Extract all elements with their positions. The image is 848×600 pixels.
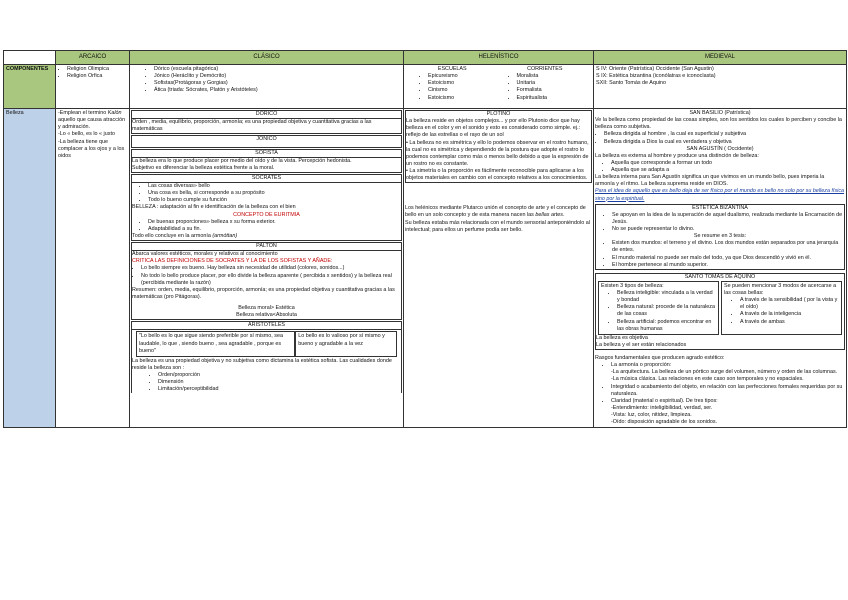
dorico-text: Orden , media, equilibrio, proporción, armonía; es una propiedad objetiva y cuantitativa gracias a las matemáticas [132,119,372,133]
rasgos-title: Rasgos fundamentales que producen agrado estético: [595,355,725,361]
plutarco-part: . [562,212,565,219]
socrates-section [131,174,402,241]
arcaico-text: -Emplean el termino [58,110,107,116]
aristoteles-title: ARISTOTELES [132,322,401,330]
list-item: • Existen dos mundos: el terreno y el divino. Los dos mundos están separados por una jerarquía de entes. [612,240,844,254]
list-item: • Belleza dirigida al hombre , la cual es superficial y subjetiva [604,131,845,138]
socrates-note: BELLEZA : adaptación al fin e identificación de la belleza con el bien [132,204,296,211]
list-item: • Estoicismo [428,80,499,87]
summary-table [3,50,847,428]
list-item: • Belleza artificial: podemos encontrar en las obras humanas [617,319,716,333]
list-item: • Lo bello siempre es bueno. Hay belleza sin necesidad de utilidad (colores, sonidos...) [141,265,401,272]
platon-list [132,265,401,286]
belleza-clasico [130,109,404,428]
componentes-label: COMPONENTES [4,65,56,109]
medieval-line: S IX: Estética bizantina (iconólatras e iconoclasta) [596,73,716,80]
dorico-title: DORICO [132,111,401,119]
belleza-label: Belleza [4,109,56,428]
medieval-line: S IV: Oriente (Patrística) Occidente (San Agustin) [596,66,714,72]
plutarco-text: Su belleza estaba más relacionada con el mundo sensorial anteponiéndolo al intelectual; para ellos un perfume podía ser bello. [405,219,590,233]
socrates-title: SOCRATES [132,175,401,183]
list-item: • Estoicismo [428,95,499,102]
list-item: • Belleza dirigida a Dios la cual es verdadera y objetiva [604,139,845,146]
arcaico-list [58,66,127,80]
aristoteles-list [132,372,401,393]
list-item: • Belleza natural: procede de la naturaleza de las cosas [617,304,716,318]
componentes-row [4,65,847,109]
bizantina-list [596,212,844,233]
list-item: • Jónico (Heráclito y Demócrito) [154,73,401,80]
corrientes-block [499,66,592,102]
basilio-text: Ve la belleza como propiedad de las cosas simples, son los sentidos los cuales lo perciben y concibe la belleza como subjetiva. [595,117,842,131]
tomas-right [721,281,842,335]
list-item: • Religion Olimpica [67,66,127,73]
list-item: • No todo lo bello produce placer, por ello divide la belleza aparente ( percibida x sentidos) y la belleza real (percibida mediante la razón) [141,273,401,287]
plutarco-block [405,205,592,234]
basilio-title: SAN BASILIO (Patrística) [689,110,751,116]
list-item: • Se apoyan en la idea de la superación de aquel dualismo, realizada mediante la Encarnación de Jesús. [612,212,844,226]
plotino-title: PLOTINO [486,111,511,117]
list-item: • El hombre pertenece al mundo superior. [612,262,844,269]
helenistico-columns [406,66,591,102]
list-item: • Orden/proporción [158,372,401,379]
plotino-section [405,110,592,183]
list-item: • De buenas proporciones» belleza x su forma exterior. [148,219,401,226]
rasgos-text: Claridad (material o espiritual). De tres tipos: [611,397,718,404]
aristoteles-quotes [132,330,401,357]
agustin-paragraph: La belleza interna para San Agustín significa un que vivimos en un mundo bello, pues imperia la armonía y el ritmo. La belleza suprema reside en DIOS. [595,174,825,188]
plutarco-part: Los helénicos mediante Plutarco unión el concepto de arte y el concepto de bello en un solo concepto y de esta manera nacen las [405,205,586,219]
tomas-relacion: La belleza y el ser están relacionados [596,341,687,348]
list-item: • A través de ambas [740,319,839,326]
tomas-left [598,281,719,335]
list-item: • Limitación/perceptibilidad [158,386,401,393]
aristoteles-text: La belleza es una propiedad objetiva y no subjetiva como dictamina la estética sofista. Las cualidades donde reside la belleza son : [132,357,392,371]
escuelas-list [406,73,499,102]
list-item: • Aquella que corresponde a formar un todo [611,160,845,167]
plotino-bullet: • La belleza no es simétrica y ello lo podemos observar en el rostro humano, la cual no es simétrica y dependiendo de la postura que adopte el rostro lo podemos contemplar como más o menos bello debido a que la expresión de un rostro no es constante. [406,139,589,167]
plotino-text: La belleza no es simétrica y ello lo podemos observar en el rostro humano, la cual no es simétrica y dependiendo de la postura que adopte el rostro lo podemos contemplar como más o menos bello debido a que la expresión de un rostro no es constante. [406,139,589,167]
tomas-columns [596,281,844,335]
list-item [611,362,845,383]
bizantina-tesis [596,240,844,269]
euritmia-term: (armóttan) [212,232,238,239]
list-item: • Una cosa es bella, si corresponde a su propósito [148,190,401,197]
list-item: • Belleza inteligible: vinculada a la verdad y bondad [617,290,716,304]
header-clasico: CLÁSICO [130,51,404,65]
header-helenistico: HELENÍSTICO [404,51,594,65]
rasgos-text: La armonía o proporción: [611,362,672,369]
sofista-title: SOFISTA [132,150,401,158]
tomas-section [595,273,845,350]
componentes-clasico [130,65,404,109]
aristoteles-quote-left: "Lo bello es lo que sigue siendo preferible por sí mismo, sea laudable, lo que , siendo bueno , sea agradable , porque es bueno" [136,331,295,356]
rasgos-text: -Vista: luz, color, nitidez, limpieza. [611,412,692,418]
agustin-text: La belleza es externa al hombre y produce una distinción de belleza: [595,152,759,159]
tomas-left-list [601,290,716,333]
plotino-text: La simetría o la proporción es fácilmente reconocible para aplicarse a los objetos materiales en cambio con el concepto relativos a los conocimientos. [406,168,588,182]
list-item: • Ática (triada: Sócrates, Platón y Aristóteles) [154,87,401,94]
agustin-title: SAN AGUSTÍN ( Occidente) [686,145,754,152]
bizantina-section [595,204,845,270]
platon-resumen: Resumen: orden, media, equilibrio, proporción, armonía; es una propiedad objetiva y cuantitativa gracias a las matemáticas (pro Pitágoras). [132,286,395,300]
header-row [4,51,847,65]
tomas-right-list [724,297,839,326]
list-item: • Adaptabilidad a su fin. [148,226,401,233]
list-item: • El mundo material no puede ser malo del todo, ya que Dios descendió y vivió en él. [612,255,844,262]
sofista-text: La belleza era lo que produce placer por medio del oído y de la vista. Percepción hedonista. [132,157,352,164]
plotino-bullet: • La simetría o la proporción es fácilmente reconocible para aplicarse a los objetos materiales en cambio con el concepto relativos a los conocimientos. [406,168,588,182]
tomas-title: SANTO TOMÁS DE AQUINO [684,273,756,280]
belleza-row [4,109,847,428]
agustin-italic: Para el idea de aquello que es bello deja de ser físico por el mundo es bello no solo por su belleza física sino por la espiritual. [595,188,845,202]
belleza-helenistico [404,109,594,428]
aristoteles-section [131,321,402,393]
list-item: • Integridad o acabamiento del objeto, en relación con las perfecciones formales requeridas por su naturaleza. [611,384,845,398]
escuelas-block [406,66,499,102]
platon-title: PALTON [132,243,401,251]
bizantina-resume: Se resume en 3 tesis: [693,233,747,240]
clasico-list [132,66,401,95]
platon-relativa: Belleza relativa<Absoluta [236,312,297,319]
jonico-title: JONICO [256,136,277,143]
corrientes-list [499,73,592,102]
plotino-intro: La belleza reside en objetos complejos... y por ello Plutonio dice que hay belleza en el color y en el sonido y esto es considerado como simple. ej.: reflejo de las estrellas o el rayo de un sol [406,118,581,139]
rasgos-list [595,362,845,426]
list-item: • Moralista [517,73,592,80]
componentes-helenistico [404,65,594,109]
rasgos-text: -Entendimiento: inteligibilidad, verdad, ser. [611,404,713,411]
list-item: • No se puede representar lo divino. [612,226,844,233]
euritmia-list [132,219,401,233]
list-item: • Dórico (escuela pitagórica) [154,66,401,73]
sofista-text: Subjetivo es diferenciar la belleza estética frente a la moral. [132,164,275,171]
tomas-objetiva: La belleza es objetiva [596,334,648,341]
agustin-list [595,160,845,174]
platon-moral: Belleza moral> Estética [238,305,295,311]
euritmia-conclusion [132,233,401,240]
list-item: • Espiritualista [517,95,592,102]
list-item: • Sofistas(Protágoras y Gorgias) [154,80,401,87]
list-item: • Religion Orfica [67,73,127,80]
list-item: • Cinismo [428,87,499,94]
header-blank-cell [4,51,56,65]
componentes-medieval [594,65,847,109]
corrientes-title: CORRIENTES [527,66,563,72]
tomas-left-title: Existen 3 tipos de belleza: [601,282,664,289]
header-medieval: MEDIEVAL [594,51,847,65]
belleza-medieval [594,109,847,428]
arcaico-text: -La belleza tiene que complacer a los ojos y a los oidos [58,138,125,159]
escuelas-title: ESCUELAS [437,66,467,72]
list-item [611,398,845,427]
euritmia-text: Todo ello concluye en la armonía [132,232,213,239]
list-item: • Aquella que se adapta a [611,167,845,174]
euritmia-title: CONCEPTO DE EURITMIA [233,211,300,218]
belleza-arcaico [56,109,130,428]
medieval-line: SXII: Santo Tomás de Aquino [596,80,667,87]
header-arcaico: ARCAICO [56,51,130,65]
componentes-arcaico [56,65,130,109]
platon-intro: Abarca valores estéticos, morales y relativos al conocimiento [132,251,278,258]
kalon-term: Kalón [107,110,122,116]
arcaico-text: aquello que causa atracción y admiración. [58,117,126,131]
platon-section [131,242,402,320]
bellas-artes-term: bellas artes [535,212,563,219]
platon-critica: CRITICA LAS DEFINICIONES DE SOCRATES Y LA DE LOS SOFISTAS Y AÑADE: [132,258,333,265]
jonico-section [131,135,402,147]
list-item: • Las cosas diversas» bello [148,183,401,190]
tomas-right-title: Se pueden mencionar 3 modos de acercarse a las cosas bellas: [724,282,837,296]
list-item: • Formalista [517,87,592,94]
list-item: • Epicureismo [428,73,499,80]
plutarco-text [405,205,592,219]
dorico-section [131,110,402,134]
rasgos-section [595,355,845,426]
list-item: • Todo lo bueno cumple su función [148,197,401,204]
rasgos-text: -La música clásica. Las relaciones en este caso son temporales y no espaciales. [611,376,804,383]
list-item: • Dimensión [158,379,401,386]
aristoteles-quote-right: Lo bello es lo valioso por sí mismo y bueno y agradable a la vez [295,331,397,356]
sofista-section [131,149,402,173]
arcaico-text: -Lo « bello, es lo « justo [58,131,115,138]
basilio-list [595,131,845,145]
rasgos-text: -Oído: disposición agradable de los sonidos. [611,419,718,426]
list-item: • A través de la inteligencia [740,311,839,318]
rasgos-text: -La arquitectura. La belleza de un pórtico surge del volumen, número y orden de las columnas. [611,369,838,376]
bizantina-title: ESTETICA BIZANTINA [692,204,748,211]
socrates-list [132,183,401,204]
list-item: • Unitaria [517,80,592,87]
list-item: • A través de la sensibilidad ( por la vista y el oído) [740,297,839,311]
